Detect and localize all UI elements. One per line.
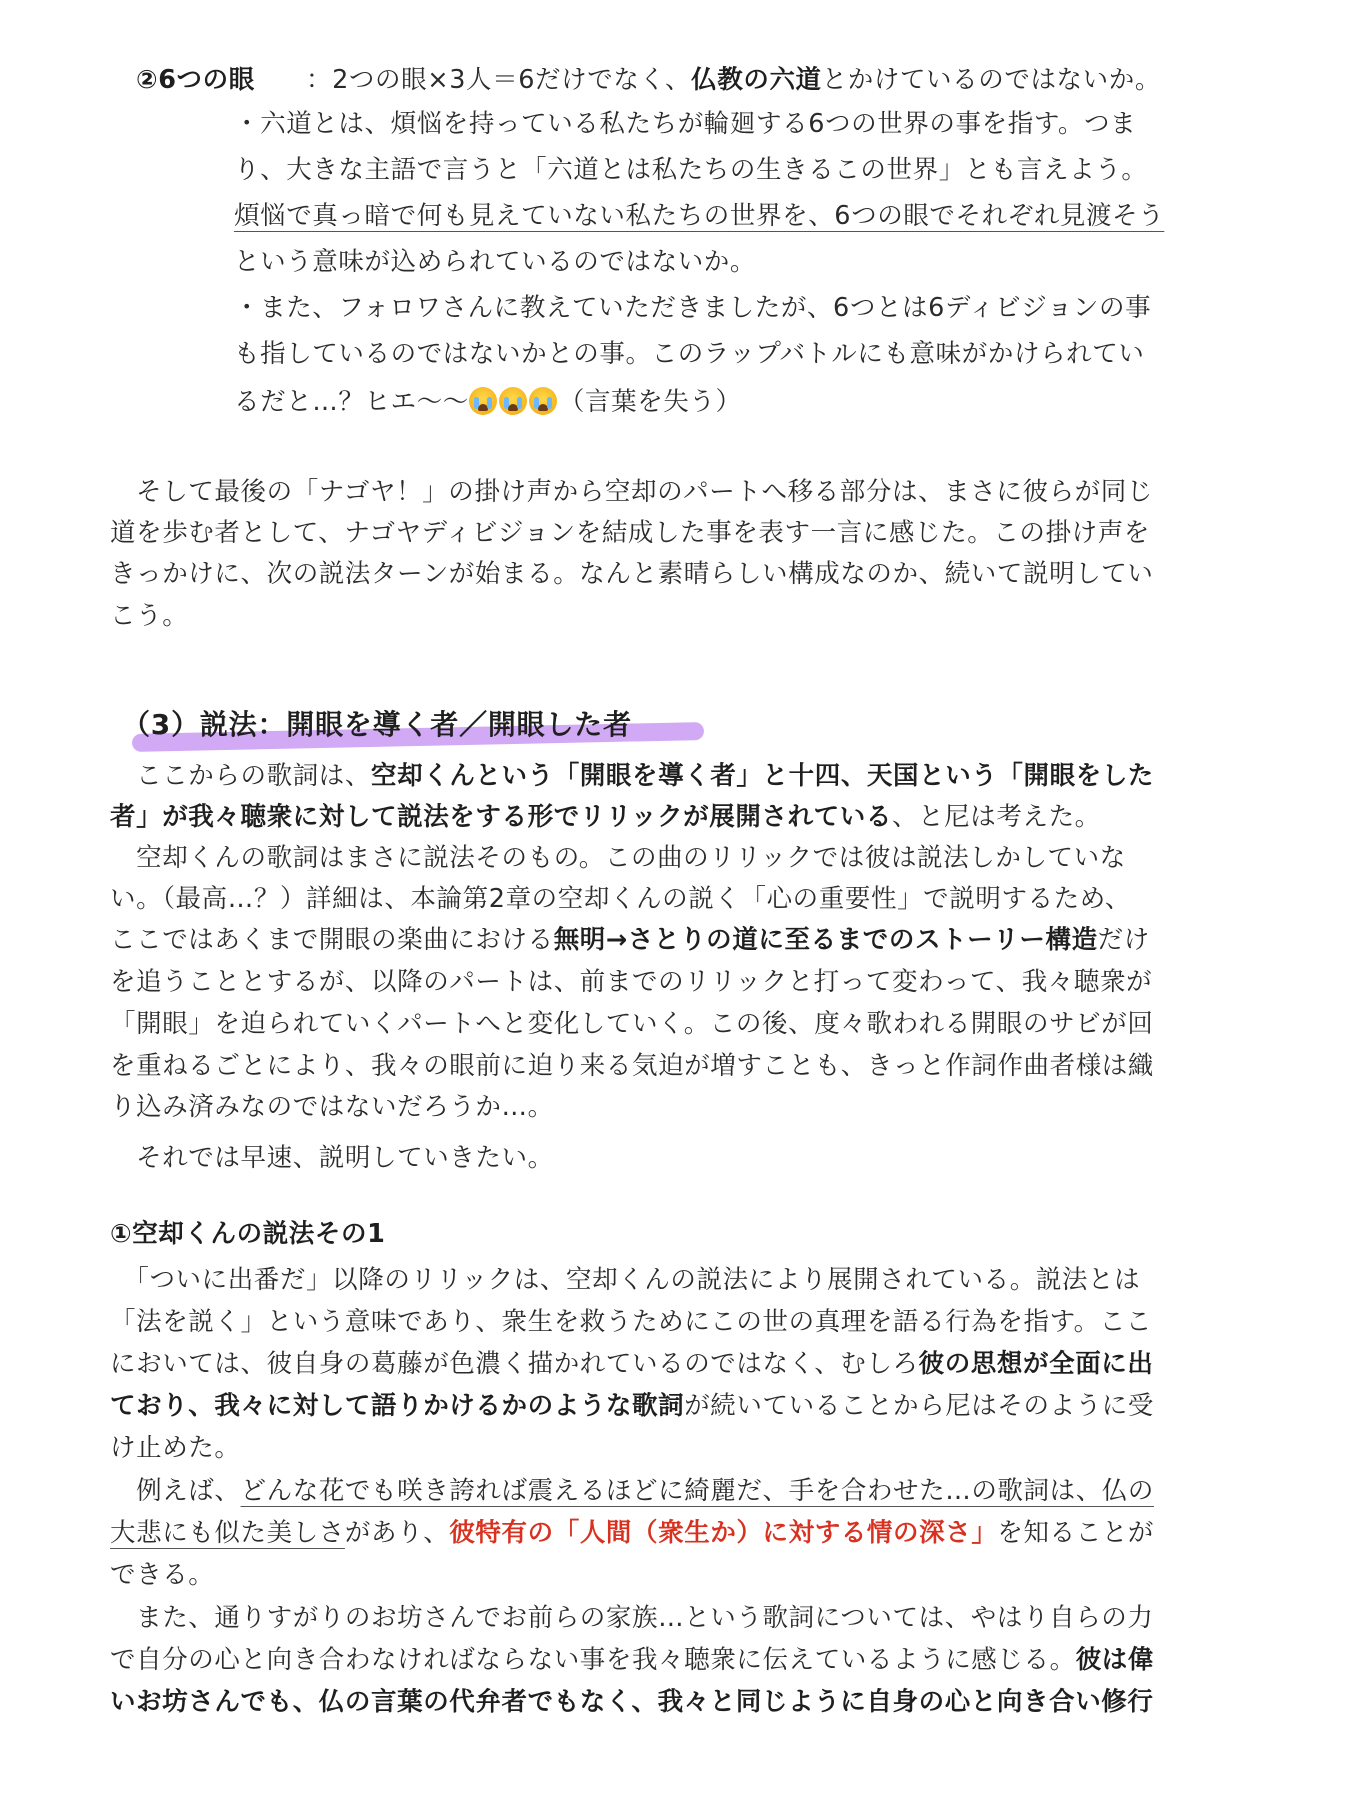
section3-p3: それでは早速、説明していきたい。 [110, 1143, 554, 1173]
rokudo-line-3-underlined: 煩悩で真っ暗で何も見えていない私たちの世界を、6つの眼でそれぞれ見渡そう [234, 201, 1165, 231]
division-line-3-tail: （言葉を失う） [558, 387, 742, 417]
six-eyes-text-c: とかけているのではないか。 [821, 65, 1161, 95]
sub1-p2-line-1 [110, 1471, 1154, 1511]
section3-p2-line-4: を追うこととするが、以降のパートは、前までのリリックと打って変わって、我々聴衆が [110, 967, 1153, 997]
section3-p2-line-6: を重ねるごとにより、我々の眼前に迫り来る気迫が増すことも、きっと作詞作曲者様は織 [110, 1051, 1155, 1081]
nagoya-para-line-3: きっかけに、次の説法ターンが始まる。なんと素晴らしい構成なのか、続いて説明してい [110, 559, 1154, 589]
six-eyes-text-a: ：2つの眼×3人＝6だけでなく、 [306, 65, 692, 95]
section-3-heading: （3）説法：開眼を導く者／開眼した者 [122, 708, 632, 741]
division-line-1: ・また、フォロワさんに教えていただきましたが、6つとは6ディビジョンの事 [234, 293, 1152, 323]
section3-p2-line-3-tail: だけ [1097, 925, 1150, 955]
sub1-p3-line-3: いお坊さんでも、仏の言葉の代弁者でもなく、我々と同じように自身の心と向き合い修行 [110, 1687, 1154, 1717]
sub1-p2-line-2-text: があり、 [344, 1518, 450, 1548]
division-line-2: も指しているのではないかとの事。このラップバトルにも意味がかけられてい [234, 339, 1145, 369]
section3-p1-line-2-text: 、と尼は考えた。 [891, 802, 1101, 832]
division-line-3 [234, 382, 742, 422]
six-eyes-text-bold: 仏教の六道 [691, 65, 822, 95]
sub1-p2-line-3: できる。 [110, 1560, 215, 1590]
sub1-p1-line-3-text: においては、彼自身の葛藤が色濃く描かれているのではなく、むしろ [110, 1349, 919, 1379]
rokudo-line-1: ・六道とは、煩悩を持っている私たちが輪廻する6つの世界の事を指す。つま [234, 109, 1137, 139]
sub1-p2-line-1-text: 例えば、 [110, 1476, 241, 1506]
nagoya-para-line-2: 道を歩む者として、ナゴヤディビジョンを結成した事を表す一言に感じた。この掛け声を [110, 518, 1150, 548]
section3-p1-line-2-bold: 者」が我々聴衆に対して説法をする形でリリックが展開されている [110, 802, 892, 832]
sub1-p3-line-2-bold: 彼は偉 [1075, 1645, 1155, 1675]
sub1-p2-line-2-tail: を知ることが [997, 1518, 1155, 1548]
sub1-p3-line-1: また、通りすがりのお坊さんでお前らの家族…という歌詞については、やはり自らの力 [110, 1603, 1154, 1633]
sub1-p1-line-3 [110, 1344, 1154, 1384]
sub1-p2-line-2-underlined: 大悲にも似た美しさ [110, 1518, 345, 1548]
sub1-p1-line-1: 「ついに出番だ」以降のリリックは、空却くんの説法により展開されている。説法とは [110, 1265, 1141, 1295]
sub1-p1-line-4 [110, 1386, 1154, 1426]
six-eyes-label: ②6つの眼 [136, 65, 255, 95]
section3-p2-line-3-bold: 無明→さとりの道に至るまでのストーリー構造 [553, 925, 1098, 955]
section3-p2-line-5: 「開眼」を迫られていくパートへと変化していく。この後、度々歌われる開眼のサビが回 [110, 1009, 1154, 1039]
section3-p2-line-2: い。（最高…？）詳細は、本論第2章の空却くんの説く「心の重要性」で説明するため、 [110, 884, 1131, 914]
crying-face-icon [469, 387, 497, 415]
sub1-p3-line-2 [110, 1640, 1154, 1680]
section3-p2-line-3-text: ここではあくまで開眼の楽曲における [110, 925, 554, 955]
sub1-p2-line-2-red-emphasis: 彼特有の「人間（衆生か）に対する情の深さ」 [449, 1518, 998, 1548]
sub1-p1-line-2: 「法を説く」という意味であり、衆生を救うためにこの世の真理を語る行為を指す。ここ [110, 1307, 1152, 1337]
sub1-p1-line-4-text: が続いていることから尼はそのように受 [684, 1391, 1155, 1421]
sub1-p3-line-2-text: で自分の心と向き合わなければならない事を我々聴衆に伝えているように感じる。 [110, 1645, 1076, 1675]
section3-p2-line-1: 空却くんの歌詞はまさに説法そのもの。この曲のリリックでは彼は説法しかしていな [110, 843, 1126, 873]
sub1-p1-line-3-bold: 彼の思想が全面に出 [918, 1349, 1154, 1379]
section3-p1-line-1-bold: 空却くんという「開眼を導く者」と十四、天国という「開眼をした [371, 761, 1155, 791]
division-line-3-text: るだと…？ヒエ〜〜 [234, 387, 469, 417]
sub1-p1-line-4-bold: ており、我々に対して語りかけるかのような歌詞 [110, 1391, 685, 1421]
section3-p1-line-2 [110, 797, 1101, 837]
sub1-p1-line-5: け止めた。 [110, 1433, 241, 1463]
sub1-p2-line-1-underlined: どんな花でも咲き誇れば震えるほどに綺麗だ、手を合わせた…の歌詞は、仏の [240, 1476, 1155, 1506]
section3-p2-line-3 [110, 920, 1150, 960]
sub1-p2-line-2 [110, 1513, 1154, 1553]
six-eyes-line [136, 60, 1161, 100]
section3-p2-line-7: り込み済みなのではないだろうか…。 [110, 1092, 554, 1122]
nagoya-para-line-1: そして最後の「ナゴヤ！」の掛け声から空却のパートへ移る部分は、まさに彼らが同じ [110, 477, 1153, 507]
rokudo-line-4: という意味が込められているのではないか。 [234, 247, 757, 277]
sub-1-heading: ①空却くんの説法その1 [110, 1219, 386, 1249]
crying-face-icon [529, 387, 557, 415]
crying-face-icon [499, 387, 527, 415]
nagoya-para-line-4: こう。 [110, 601, 189, 631]
section3-p1-line-1-text: ここからの歌詞は、 [110, 761, 372, 791]
rokudo-line-2: り、大きな主語で言うと「六道とは私たちの生きるこの世界」とも言えよう。 [234, 155, 1148, 185]
section3-p1-line-1 [110, 756, 1154, 796]
